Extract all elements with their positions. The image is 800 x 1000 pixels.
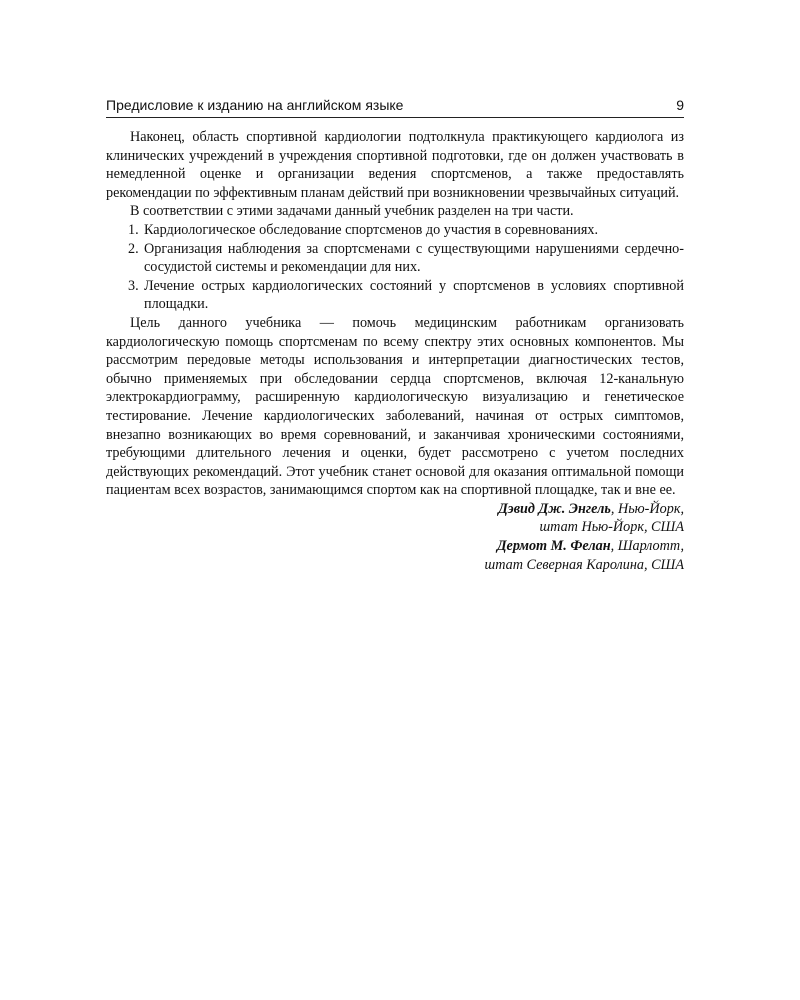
header-rule <box>106 117 684 118</box>
list-item-number: 2. <box>128 240 139 257</box>
chapter-title: Предисловие к изданию на английском языке <box>106 97 404 113</box>
running-header <box>106 96 684 116</box>
signature-line <box>106 500 684 519</box>
page-number: 9 <box>676 97 684 113</box>
paragraph: Наконец, область спортивной кардиологии подтолкнула практикующего кардиолога из клинических учреждений в учреждения спортивной подготовки, где он должен участвовать в немедленной оценке и организации ведения спортсменов, а также предоставлять рекомендации по эффективным планам действий при возникновении чрезвычайных ситуаций. <box>106 129 684 201</box>
list-item <box>106 240 684 277</box>
list-item-text: Кардиологическое обследование спортсменов до участия в соревнованиях. <box>144 221 598 238</box>
body-text <box>106 128 684 574</box>
author-name: Дермот М. Фелан <box>496 538 611 555</box>
author-location: штат Нью-Йорк, США <box>539 519 684 536</box>
paragraph: В соответствии с этими задачами данный учебник разделен на три части. <box>130 203 574 220</box>
list-item-text: Организация наблюдения за спортсменами с существующими нарушениями сердечно-сосудистой системы и рекомендации для них. <box>144 240 684 276</box>
list-item-number: 3. <box>128 277 139 294</box>
paragraph: Цель данного учебника — помочь медицинским работникам организовать кардиологическую помощь спортсменам по всему спектру этих основных компонентов. Мы рассмотрим передовые методы использования и интерпретации диагностических тестов, обычно применяемых при обследовании сердца спортсменов, включая 12-канальную электрокардиограмму, расширенную кардиологическую визуализацию и генетическое тестирование. Лечение кардиологических заболеваний, начиная от острых симптомов, внезапно возникающих во время соревнований, и заканчивая хроническими состояниями, требующими длительного лечения и оценки, будет рассмотрено с учетом последних действующих рекомендаций. Этот учебник станет основой для оказания оптимальной помощи пациентам всех возрастов, занимающимся спортом как на спортивной площадке, так и вне ее. <box>106 314 684 499</box>
signature-line <box>106 518 684 537</box>
signature-line <box>106 537 684 556</box>
author-city: , Нью-Йорк, <box>610 500 684 517</box>
list-item-text: Лечение острых кардиологических состояний у спортсменов в условиях спортивной площадки. <box>144 277 684 313</box>
signature-line <box>106 556 684 575</box>
author-city: , Шарлотт, <box>610 538 684 555</box>
author-name: Дэвид Дж. Энгель <box>498 500 611 517</box>
author-location: штат Северная Каролина, США <box>484 556 684 573</box>
numbered-list <box>106 221 684 314</box>
list-item <box>106 277 684 314</box>
list-item-number: 1. <box>128 221 139 238</box>
list-item <box>106 221 684 240</box>
